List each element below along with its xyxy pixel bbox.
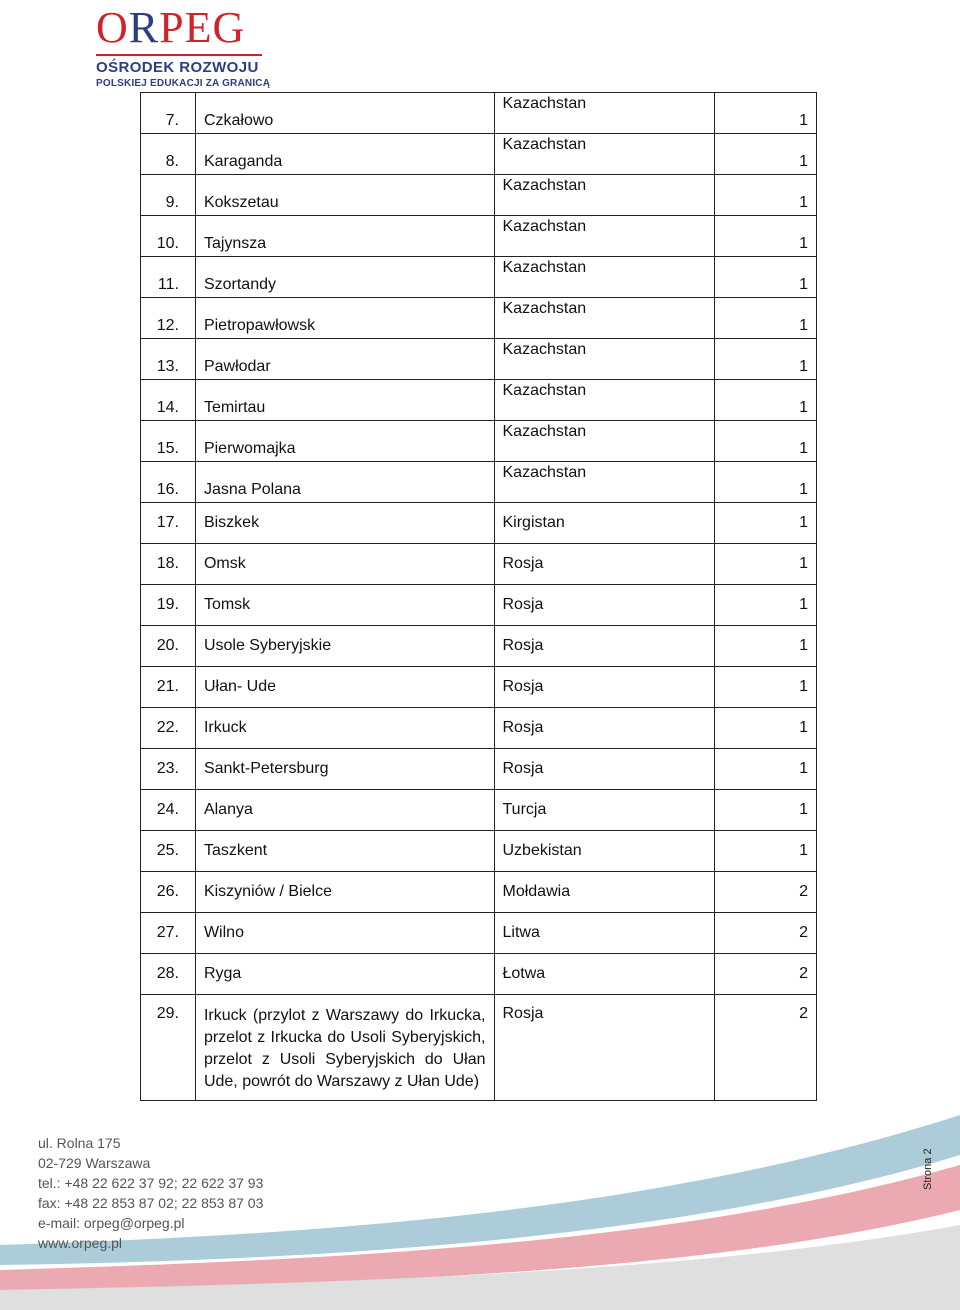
quantity-cell: 1 [715,175,817,216]
quantity-cell: 1 [715,298,817,339]
row-number: 24. [141,790,196,831]
row-number: 23. [141,749,196,790]
row-number: 26. [141,872,196,913]
table-row [141,503,817,544]
city-cell: Kiszyniów / Bielce [195,872,494,913]
row-number: 14. [141,380,196,421]
row-number: 21. [141,667,196,708]
row-number: 8. [141,134,196,175]
row-number: 28. [141,954,196,995]
row-number: 18. [141,544,196,585]
country-cell: Uzbekistan [494,831,715,872]
row-number: 12. [141,298,196,339]
row-number: 29. [141,995,196,1101]
quantity-cell: 1 [715,831,817,872]
city-cell: Tajynsza [195,216,494,257]
country-cell: Kazachstan [494,134,715,175]
footer-fax: fax: +48 22 853 87 02; 22 853 87 03 [38,1195,264,1211]
city-cell: Biszkek [195,503,494,544]
table-row [141,667,817,708]
quantity-cell: 1 [715,708,817,749]
country-cell: Rosja [494,667,715,708]
row-number: 13. [141,339,196,380]
country-cell: Kazachstan [494,257,715,298]
quantity-cell: 1 [715,421,817,462]
city-cell: Sankt-Petersburg [195,749,494,790]
table-row [141,216,817,257]
quantity-cell: 2 [715,954,817,995]
table-row [141,831,817,872]
row-number: 16. [141,462,196,503]
city-cell: Temirtau [195,380,494,421]
city-cell: Omsk [195,544,494,585]
country-cell: Litwa [494,913,715,954]
city-cell: Wilno [195,913,494,954]
footer-address [38,1133,263,1253]
city-cell: Irkuck (przylot z Warszawy do Irkucka, przelot z Irkucka do Usoli Syberyjskich, przelot z Usoli Syberyjskich do Ułan Ude, powrót do Warszawy z Ułan Ude) [195,995,494,1101]
country-cell: Kazachstan [494,298,715,339]
footer-city: 02-729 Warszawa [38,1155,151,1171]
logo-wordmark: ORPEG [96,3,246,52]
country-cell: Kazachstan [494,421,715,462]
quantity-cell: 1 [715,134,817,175]
table-row [141,954,817,995]
table-row [141,257,817,298]
destinations-table [140,92,817,1101]
city-cell: Jasna Polana [195,462,494,503]
country-cell: Kazachstan [494,93,715,134]
table-row [141,93,817,134]
country-cell: Rosja [494,544,715,585]
table-row [141,175,817,216]
quantity-cell: 1 [715,503,817,544]
quantity-cell: 1 [715,667,817,708]
quantity-cell: 1 [715,216,817,257]
table-row [141,585,817,626]
table-row [141,462,817,503]
quantity-cell: 1 [715,544,817,585]
table-row [141,913,817,954]
quantity-cell: 1 [715,380,817,421]
row-number: 9. [141,175,196,216]
table-row [141,544,817,585]
row-number: 20. [141,626,196,667]
country-cell: Rosja [494,749,715,790]
country-cell: Kirgistan [494,503,715,544]
city-cell: Alanya [195,790,494,831]
quantity-cell: 1 [715,462,817,503]
table-row [141,421,817,462]
city-cell: Pietropawłowsk [195,298,494,339]
table-row [141,626,817,667]
quantity-cell: 1 [715,585,817,626]
orpeg-logo [96,3,271,94]
country-cell: Kazachstan [494,216,715,257]
quantity-cell: 2 [715,995,817,1101]
country-cell: Rosja [494,995,715,1101]
footer-website: www.orpeg.pl [38,1235,123,1251]
table-row [141,380,817,421]
country-cell: Kazachstan [494,380,715,421]
country-cell: Rosja [494,585,715,626]
footer-tel: tel.: +48 22 622 37 92; 22 622 37 93 [38,1175,264,1191]
city-cell: Ułan- Ude [195,667,494,708]
table-row [141,749,817,790]
quantity-cell: 1 [715,749,817,790]
city-cell: Tomsk [195,585,494,626]
country-cell: Kazachstan [494,339,715,380]
country-cell: Turcja [494,790,715,831]
quantity-cell: 1 [715,626,817,667]
quantity-cell: 1 [715,93,817,134]
quantity-cell: 1 [715,339,817,380]
row-number: 15. [141,421,196,462]
country-cell: Rosja [494,708,715,749]
quantity-cell: 2 [715,913,817,954]
city-cell: Szortandy [195,257,494,298]
city-cell: Irkuck [195,708,494,749]
city-cell: Kokszetau [195,175,494,216]
country-cell: Kazachstan [494,175,715,216]
city-cell: Karaganda [195,134,494,175]
quantity-cell: 2 [715,872,817,913]
logo-divider [96,54,262,56]
city-cell: Ryga [195,954,494,995]
city-cell: Usole Syberyjskie [195,626,494,667]
table-row [141,298,817,339]
row-number: 19. [141,585,196,626]
row-number: 7. [141,93,196,134]
row-number: 27. [141,913,196,954]
table-row [141,339,817,380]
city-cell: Pawłodar [195,339,494,380]
logo-subtitle: OŚRODEK ROZWOJU [96,59,259,76]
row-number: 17. [141,503,196,544]
footer-email: e-mail: orpeg@orpeg.pl [38,1215,185,1231]
row-number: 10. [141,216,196,257]
table-row [141,995,817,1101]
table-row [141,790,817,831]
page-number: Strona 2 [922,1148,934,1190]
logo-tagline: POLSKIEJ EDUKACJI ZA GRANICĄ [96,78,271,89]
country-cell: Kazachstan [494,462,715,503]
country-cell: Mołdawia [494,872,715,913]
city-cell: Pierwomajka [195,421,494,462]
row-number: 25. [141,831,196,872]
city-cell: Czkałowo [195,93,494,134]
row-number: 11. [141,257,196,298]
quantity-cell: 1 [715,257,817,298]
table-body [141,93,817,1101]
table-row [141,708,817,749]
city-cell: Taszkent [195,831,494,872]
table-row [141,872,817,913]
table-row [141,134,817,175]
country-cell: Rosja [494,626,715,667]
quantity-cell: 1 [715,790,817,831]
row-number: 22. [141,708,196,749]
footer-street: ul. Rolna 175 [38,1135,121,1151]
country-cell: Łotwa [494,954,715,995]
